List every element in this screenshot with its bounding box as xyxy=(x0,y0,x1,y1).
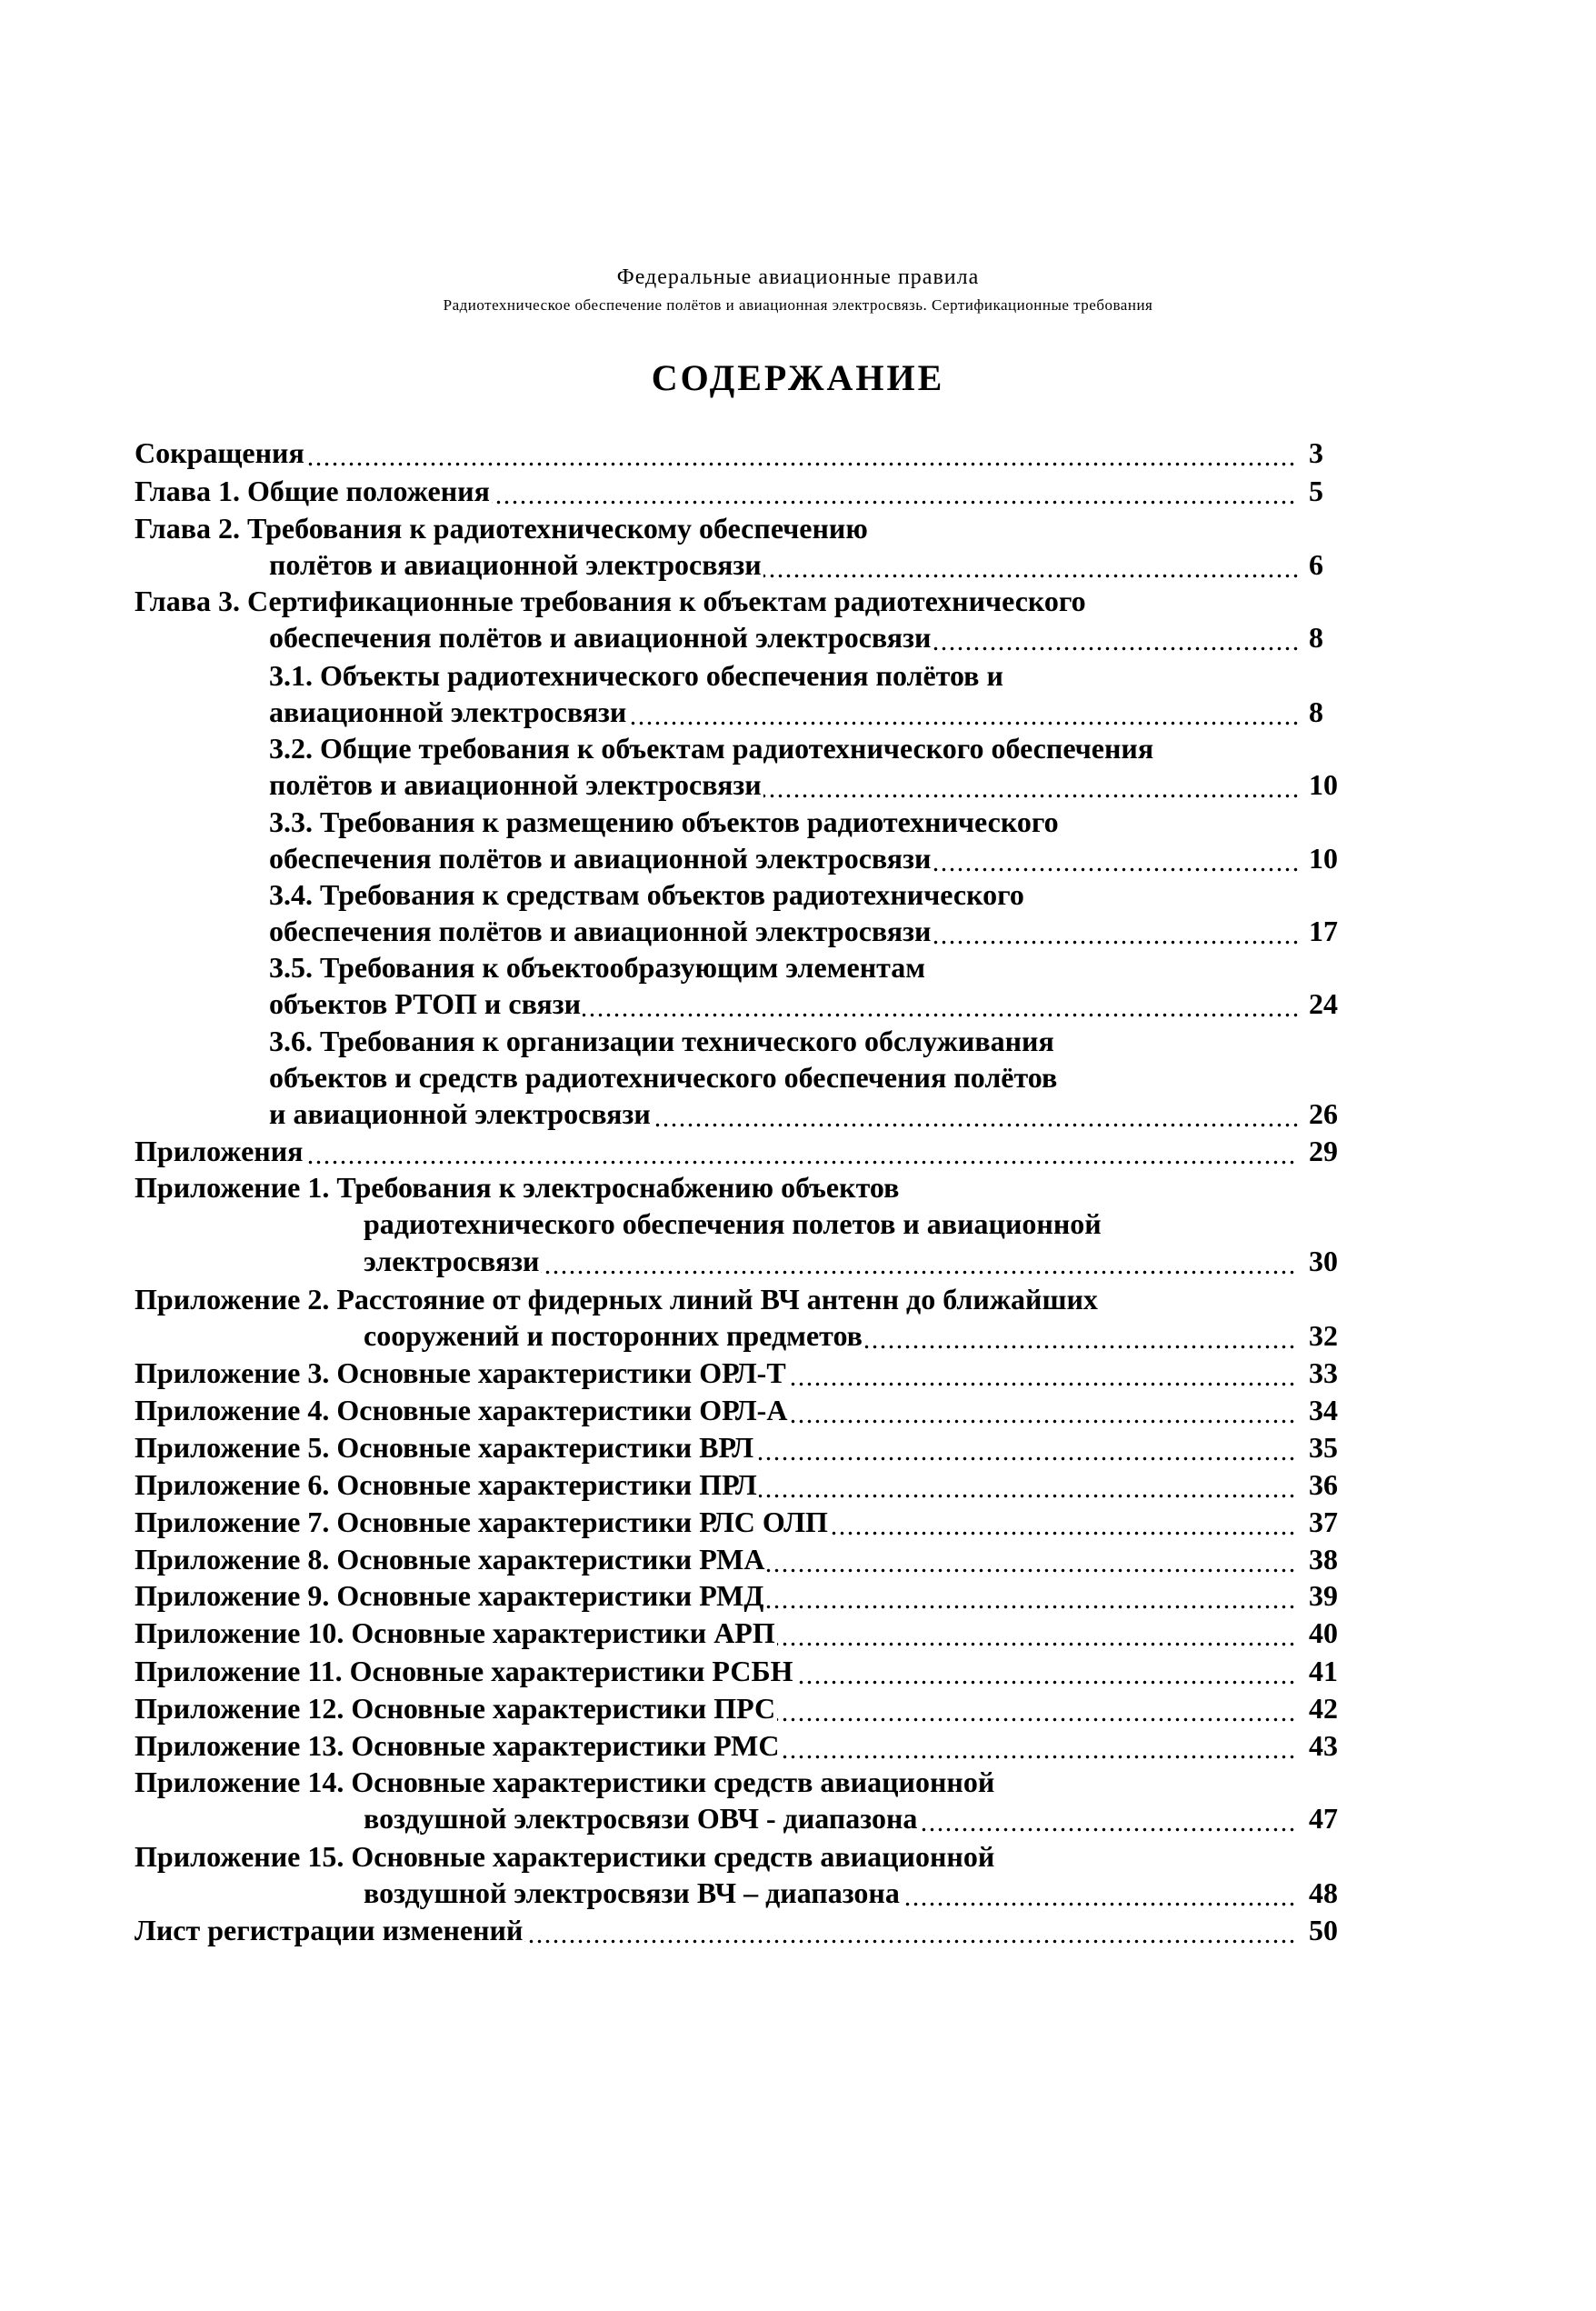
toc-entry xyxy=(135,583,1363,619)
toc-page-number: 35 xyxy=(1309,1431,1338,1464)
toc-entry-text: электросвязи xyxy=(364,1245,540,1277)
toc-page-number: 17 xyxy=(1309,915,1338,947)
toc-entry xyxy=(269,657,1363,694)
toc-entry-text: Глава 2. Требования к радиотехническому обеспечению xyxy=(135,512,868,545)
toc-entry xyxy=(135,1169,1363,1206)
toc-page-number: 47 xyxy=(1309,1802,1338,1835)
running-header-subtitle: Радиотехническое обеспечение полётов и авиационная электросвязь. Сертификационные требования xyxy=(443,296,1153,314)
toc-entry-text: Приложение 6. Основные характеристики ПРЛ xyxy=(135,1468,757,1501)
toc-entry-text: Приложение 8. Основные характеристики РМА xyxy=(135,1543,765,1576)
toc-page-number: 3 xyxy=(1309,436,1323,469)
toc-page-number: 8 xyxy=(1309,695,1323,728)
toc-entry xyxy=(269,840,1298,876)
toc-entry xyxy=(135,1615,1298,1651)
toc-entry xyxy=(269,1095,1298,1132)
toc-entry xyxy=(364,1875,1298,1911)
toc-entry-text: полётов и авиационной электросвязи xyxy=(269,768,762,801)
toc-entry xyxy=(135,435,1298,471)
toc-entry xyxy=(135,510,1363,546)
toc-entry-text: сооружений и посторонних предметов xyxy=(364,1319,863,1352)
toc-entry-text: Приложение 4. Основные характеристики ОРЛ-А xyxy=(135,1394,788,1426)
toc-page-number: 37 xyxy=(1309,1506,1338,1538)
toc-page-number: 42 xyxy=(1309,1692,1338,1725)
toc-entry xyxy=(135,1466,1298,1503)
toc-entry xyxy=(364,1243,1298,1279)
page-title: СОДЕРЖАНИЕ xyxy=(651,357,945,398)
toc-page-number: 40 xyxy=(1309,1616,1338,1649)
toc-entry xyxy=(135,473,1298,509)
toc-entry-text: 3.2. Общие требования к объектам радиотехнического обеспечения xyxy=(269,732,1154,765)
toc-entry xyxy=(135,1429,1298,1466)
toc-entry-text: полётов и авиационной электросвязи xyxy=(269,548,762,581)
toc-entry-text: Приложение 2. Расстояние от фидерных линий ВЧ антенн до ближайших xyxy=(135,1283,1098,1316)
toc-page-number: 5 xyxy=(1309,475,1323,507)
toc-entry xyxy=(269,949,1363,985)
toc-entry xyxy=(135,1281,1363,1317)
toc-entry-text: обеспечения полётов и авиационной электросвязи xyxy=(269,842,932,875)
toc-entry-text: Приложение 9. Основные характеристики РМД xyxy=(135,1579,764,1612)
toc-page-number: 39 xyxy=(1309,1579,1338,1612)
toc-entry-text: Приложение 3. Основные характеристики ОРЛ-Т xyxy=(135,1356,786,1389)
toc-page-number: 33 xyxy=(1309,1356,1338,1389)
toc-page-number: 24 xyxy=(1309,987,1338,1020)
toc-entry xyxy=(135,1541,1298,1577)
toc-page-number: 29 xyxy=(1309,1135,1338,1167)
toc-entry-text: и авиационной электросвязи xyxy=(269,1097,651,1130)
toc-entry xyxy=(364,1206,1363,1242)
toc-entry-text: Лист регистрации изменений xyxy=(135,1914,524,1946)
toc-entry-text: 3.5. Требования к объектообразующим элементам xyxy=(269,951,926,984)
toc-entry xyxy=(269,694,1298,730)
toc-entry-text: Приложение 7. Основные характеристики РЛС ОЛП xyxy=(135,1506,828,1538)
toc-entry xyxy=(135,1577,1298,1614)
toc-page-number: 26 xyxy=(1309,1097,1338,1130)
toc-page-number: 10 xyxy=(1309,768,1338,801)
toc-entry xyxy=(269,1023,1363,1059)
toc-entry xyxy=(135,1838,1363,1875)
toc-entry-text: Приложения xyxy=(135,1135,304,1167)
toc-entry-text: Приложение 11. Основные характеристики РСБН xyxy=(135,1655,793,1687)
toc-entry-text: Сокращения xyxy=(135,436,304,469)
toc-entry xyxy=(269,619,1298,655)
toc-entry xyxy=(135,1690,1298,1726)
toc-page-number: 48 xyxy=(1309,1876,1338,1909)
toc-page-number: 36 xyxy=(1309,1468,1338,1501)
toc-entry-text: обеспечения полётов и авиационной электросвязи xyxy=(269,621,932,654)
toc-page-number: 30 xyxy=(1309,1245,1338,1277)
toc-page-number: 8 xyxy=(1309,621,1323,654)
toc-entry-text: 3.1. Объекты радиотехнического обеспечения полётов и xyxy=(269,659,1003,692)
toc-entry xyxy=(135,1392,1298,1428)
toc-entry-text: 3.6. Требования к организации технического обслуживания xyxy=(269,1025,1054,1057)
toc-entry xyxy=(135,1727,1298,1764)
toc-entry xyxy=(269,546,1298,583)
toc-page-number: 32 xyxy=(1309,1319,1338,1352)
toc-entry-text: обеспечения полётов и авиационной электросвязи xyxy=(269,915,932,947)
toc-entry-text: Приложение 10. Основные характеристики АРП xyxy=(135,1616,775,1649)
toc-entry xyxy=(135,1355,1298,1391)
toc-entry-text: 3.3. Требования к размещению объектов радиотехнического xyxy=(269,805,1059,838)
toc-entry-text: Приложение 15. Основные характеристики средств авиационной xyxy=(135,1840,995,1873)
toc-entry xyxy=(269,804,1363,840)
toc-page-number: 50 xyxy=(1309,1914,1338,1946)
toc-entry-text: Приложение 12. Основные характеристики ПРС xyxy=(135,1692,776,1725)
toc-entry-text: 3.4. Требования к средствам объектов радиотехнического xyxy=(269,878,1024,911)
toc-entry-text: Приложение 1. Требования к электроснабжению объектов xyxy=(135,1171,900,1204)
toc-entry-text: радиотехнического обеспечения полетов и авиационной xyxy=(364,1207,1102,1240)
toc-entry-text: Приложение 5. Основные характеристики ВРЛ xyxy=(135,1431,754,1464)
toc-entry xyxy=(269,876,1363,913)
toc-entry xyxy=(364,1317,1298,1354)
running-header-title: Федеральные авиационные правила xyxy=(616,265,980,289)
toc-entry xyxy=(135,1653,1298,1689)
toc-entry xyxy=(269,766,1298,803)
toc-entry-text: авиационной электросвязи xyxy=(269,695,627,728)
toc-entry-text: воздушной электросвязи ВЧ – диапазона xyxy=(364,1876,900,1909)
toc-page-number: 34 xyxy=(1309,1394,1338,1426)
toc-entry xyxy=(135,1764,1363,1800)
toc-entry-text: объектов и средств радиотехнического обеспечения полётов xyxy=(269,1061,1058,1094)
toc-entry-text: воздушной электросвязи ОВЧ - диапазона xyxy=(364,1802,918,1835)
toc-entry-text: Глава 1. Общие положения xyxy=(135,475,490,507)
toc-entry xyxy=(364,1800,1298,1836)
toc-entry xyxy=(269,730,1363,766)
toc-entry xyxy=(269,1059,1363,1095)
toc-page-number: 10 xyxy=(1309,842,1338,875)
toc-entry-text: Глава 3. Сертификационные требования к объектам радиотехнического xyxy=(135,585,1086,617)
toc-page-number: 38 xyxy=(1309,1543,1338,1576)
toc-page-number: 43 xyxy=(1309,1729,1338,1762)
toc-page-number: 41 xyxy=(1309,1655,1338,1687)
toc-entry xyxy=(269,985,1298,1022)
toc-entry-text: Приложение 13. Основные характеристики РМС xyxy=(135,1729,780,1762)
toc-entry xyxy=(135,1133,1298,1169)
toc-entry xyxy=(135,1504,1298,1540)
toc-entry xyxy=(135,1912,1298,1948)
toc-entry xyxy=(269,913,1298,949)
toc-entry-text: Приложение 14. Основные характеристики средств авиационной xyxy=(135,1766,995,1798)
toc-page-number: 6 xyxy=(1309,548,1323,581)
toc-entry-text: объектов РТОП и связи xyxy=(269,987,582,1020)
